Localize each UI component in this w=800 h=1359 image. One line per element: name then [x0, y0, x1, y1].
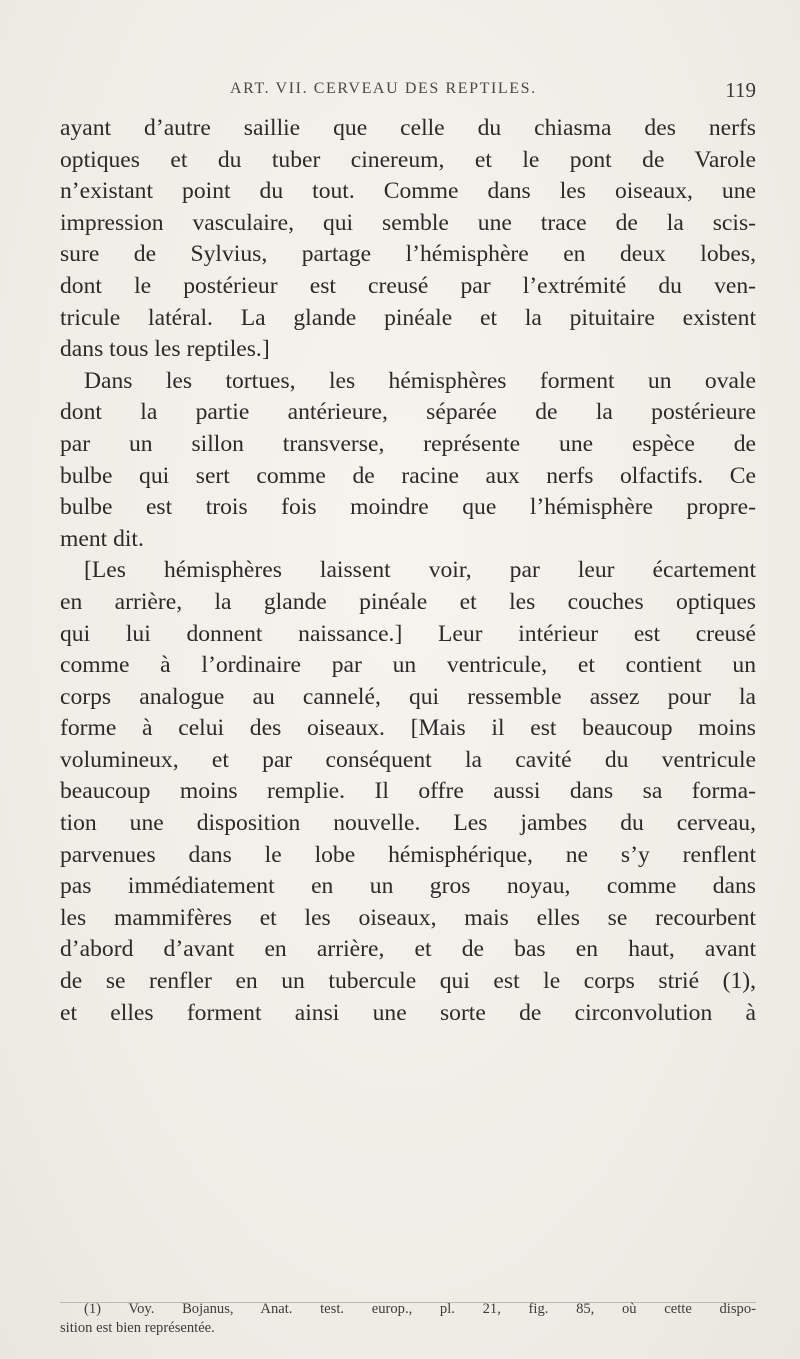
text-line: dont la partie antérieure, séparée de la postérieure	[60, 399, 756, 426]
footnote-line: sition est bien représentée.	[60, 1320, 215, 1336]
page-number: 119	[725, 78, 756, 102]
text-line: en arrière, la glande pinéale et les couches optiques	[60, 588, 756, 615]
text-line: [Les hémisphères laissent voir, par leur écartement	[84, 557, 756, 584]
text-line: impression vasculaire, qui semble une trace de la scis-	[60, 209, 756, 236]
body-text	[60, 113, 756, 1029]
text-line: volumineux, et par conséquent la cavité du ventricule	[60, 746, 756, 773]
footnote-line: (1) Voy. Bojanus, Anat. test. europ., pl. 21, fig. 85, où cette dispo-	[84, 1301, 756, 1317]
text-line: beaucoup moins remplie. Il offre aussi dans sa forma-	[60, 778, 756, 805]
text-line: parvenues dans le lobe hémisphérique, ne s’y renflent	[60, 841, 756, 868]
text-line: forme à celui des oiseaux. [Mais il est beaucoup moins	[60, 715, 756, 742]
text-line: corps analogue au cannelé, qui ressemble assez pour la	[60, 683, 756, 710]
text-line: de se renfler en un tubercule qui est le corps strié (1),	[60, 968, 756, 995]
text-line: qui lui donnent naissance.] Leur intérieur est creusé	[60, 620, 756, 647]
text-line: par un sillon transverse, représente une espèce de	[60, 430, 756, 457]
running-head: ART. VII. CERVEAU DES REPTILES.	[230, 80, 537, 97]
text-line: et elles forment ainsi une sorte de circonvolution à	[60, 999, 756, 1026]
text-line: ayant d’autre saillie que celle du chiasma des nerfs	[60, 115, 756, 141]
text-line: pas immédiatement en un gros noyau, comme dans	[60, 873, 756, 900]
text-line: dans tous les reptiles.]	[60, 336, 270, 363]
text-line: bulbe qui sert comme de racine aux nerfs olfactifs. Ce	[60, 462, 756, 489]
text-line: bulbe est trois fois moindre que l’hémisphère propre-	[60, 494, 756, 521]
text-line: d’abord d’avant en arrière, et de bas en haut, avant	[60, 936, 756, 963]
text-line: comme à l’ordinaire par un ventricule, et contient un	[60, 652, 756, 679]
text-line: les mammifères et les oiseaux, mais elles se recourbent	[60, 904, 756, 931]
text-line: tricule latéral. La glande pinéale et la pituitaire existent	[60, 304, 756, 331]
page-header	[60, 78, 760, 108]
footnotes	[60, 1300, 756, 1338]
text-line: optiques et du tuber cinereum, et le pont de Varole	[60, 146, 756, 173]
text-line: sure de Sylvius, partage l’hémisphère en deux lobes,	[60, 241, 756, 268]
text-line: n’existant point du tout. Comme dans les oiseaux, une	[60, 178, 756, 205]
text-line: Dans les tortues, les hémisphères forment un ovale	[84, 367, 756, 394]
text-line: tion une disposition nouvelle. Les jambes du cerveau,	[60, 810, 756, 837]
text-line: dont le postérieur est creusé par l’extrémité du ven-	[60, 272, 756, 299]
text-line: ment dit.	[60, 525, 144, 552]
